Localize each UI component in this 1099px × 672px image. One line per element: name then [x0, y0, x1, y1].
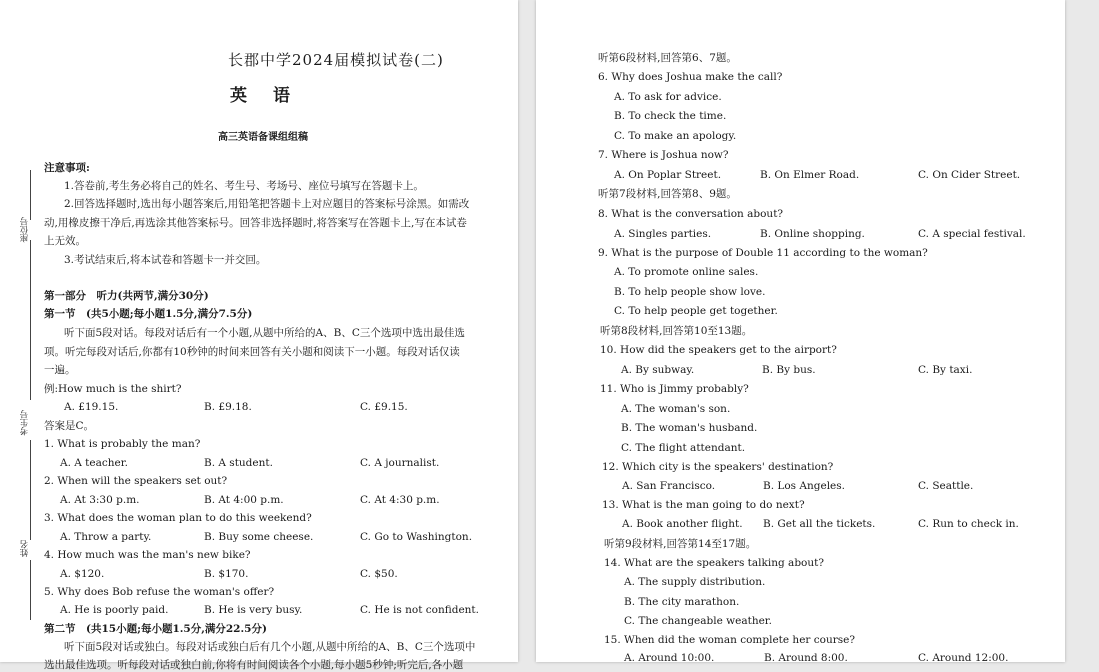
option-c: C. Around 12:00. [918, 652, 1009, 664]
notes-header: 注意事项: [44, 162, 90, 174]
option-c: C. The changeable weather. [624, 615, 773, 627]
question-15: 15. When did the woman complete her course? [604, 634, 855, 646]
question-10: 10. How did the speakers get to the airport? [600, 344, 837, 356]
option-b: B. The woman's husband. [621, 422, 758, 434]
option-c: C. Run to check in. [918, 518, 1019, 530]
section-one-heading: 第一节 (共5小题;每小题1.5分,满分7.5分) [44, 308, 253, 320]
option-b: B. To check the time. [614, 110, 727, 122]
question-1: 1. What is probably the man? [44, 438, 201, 450]
option-c: C. To make an apology. [614, 130, 737, 142]
option-c: C. By taxi. [918, 364, 973, 376]
option-c: C. Go to Washington. [360, 531, 473, 543]
option-b: B. Online shopping. [760, 228, 865, 240]
exam-title: 长郡中学2024届模拟试卷(二) [228, 51, 444, 69]
option-b: B. $170. [204, 568, 249, 580]
exam-page-right [536, 0, 1065, 662]
instruction-line: 听下面5段对话或独白。每段对话或独白后有几个小题,从题中所给的A、B、C三个选项中 [64, 641, 476, 653]
instruction-line: 听下面5段对话。每段对话后有一个小题,从题中所给的A、B、C三个选项中选出最佳选 [64, 327, 465, 339]
option-a: A. The woman's son. [621, 403, 731, 415]
option-a: A. Book another flight. [622, 518, 743, 530]
option-a: A. The supply distribution. [624, 576, 766, 588]
question-5: 5. Why does Bob refuse the woman's offer? [44, 586, 275, 598]
option-c: C. The flight attendant. [621, 442, 746, 454]
option-a: A. On Poplar Street. [614, 169, 722, 181]
section-two-heading: 第二节 (共15小题;每小题1.5分,满分22.5分) [44, 623, 267, 635]
question-8: 8. What is the conversation about? [598, 208, 784, 220]
note-line: 3.考试结束后,将本试卷和答题卡一并交回。 [64, 254, 267, 266]
option-b: B. He is very busy. [204, 604, 303, 616]
example-option-b: B. £9.18. [204, 401, 252, 413]
example-option-a: A. £19.15. [64, 401, 119, 413]
note-line: 1.答卷前,考生务必将自己的姓名、考生号、考场号、座位号填写在答题卡上。 [64, 180, 424, 192]
question-4: 4. How much was the man's new bike? [44, 549, 251, 561]
option-a: A. To promote online sales. [614, 266, 759, 278]
subject-title: 英语 [230, 86, 316, 106]
instruction-line: 项。听完每段对话后,你都有10秒钟的时间来回答有关小题和阅读下一小题。每段对话仅读 [44, 346, 460, 358]
option-a: A. Singles parties. [614, 228, 712, 240]
option-a: A. To ask for advice. [614, 91, 722, 103]
option-c: C. On Cider Street. [918, 169, 1021, 181]
exam-page-left [0, 0, 518, 671]
question-11: 11. Who is Jimmy probably? [600, 383, 749, 395]
option-b: B. A student. [204, 457, 273, 469]
question-9: 9. What is the purpose of Double 11 according to the woman? [598, 247, 928, 259]
option-a: A. San Francisco. [622, 480, 716, 492]
option-b: B. To help people show love. [614, 286, 766, 298]
option-b: B. Los Angeles. [763, 480, 845, 492]
binding-line [30, 440, 31, 540]
note-line: 上无效。 [44, 235, 86, 247]
option-c: C. A special festival. [918, 228, 1026, 240]
question-12: 12. Which city is the speakers' destination? [602, 461, 834, 473]
option-c: C. To help people get together. [614, 305, 778, 317]
option-b: B. Around 8:00. [764, 652, 848, 664]
note-line: 2.回答选择题时,选出每小题答案后,用铅笔把答题卡上对应题目的答案标号涂黑。如需改 [64, 198, 470, 210]
seat-number-label: 座位号 [20, 217, 30, 243]
binding-line [30, 560, 31, 620]
instruction-line: 一遍。 [44, 364, 76, 376]
material-heading: 听第7段材料,回答第8、9题。 [598, 188, 737, 200]
option-b: B. Buy some cheese. [204, 531, 314, 543]
candidate-number-label: 考生号 [20, 410, 30, 436]
example-option-c: C. £9.15. [360, 401, 408, 413]
option-c: C. A journalist. [360, 457, 440, 469]
question-7: 7. Where is Joshua now? [598, 149, 729, 161]
example-answer: 答案是C。 [44, 420, 95, 432]
part-one-heading: 第一部分 听力(共两节,满分30分) [44, 290, 209, 302]
instruction-line: 选出最佳选项。听每段对话或独白前,你将有时间阅读各个小题,每小题5秒钟;听完后,各小题 [44, 659, 464, 671]
material-heading: 听第6段材料,回答第6、7题。 [598, 52, 737, 64]
option-c: C. Seattle. [918, 480, 974, 492]
option-a: A. At 3:30 p.m. [60, 494, 140, 506]
question-13: 13. What is the man going to do next? [602, 499, 805, 511]
option-b: B. Get all the tickets. [763, 518, 876, 530]
option-a: A. Throw a party. [60, 531, 152, 543]
option-c: C. At 4:30 p.m. [360, 494, 440, 506]
option-b: B. On Elmer Road. [760, 169, 860, 181]
option-b: B. The city marathon. [624, 596, 740, 608]
option-a: A. Around 10:00. [624, 652, 715, 664]
option-a: A. He is poorly paid. [60, 604, 169, 616]
question-6: 6. Why does Joshua make the call? [598, 71, 783, 83]
option-c: C. He is not confident. [360, 604, 479, 616]
option-b: B. At 4:00 p.m. [204, 494, 284, 506]
question-14: 14. What are the speakers talking about? [604, 557, 824, 569]
example-question: 例:How much is the shirt? [44, 383, 182, 395]
question-2: 2. When will the speakers set out? [44, 475, 228, 487]
option-a: A. By subway. [621, 364, 695, 376]
material-heading: 听第8段材料,回答第10至13题。 [600, 325, 753, 337]
binding-line [30, 170, 31, 220]
material-heading: 听第9段材料,回答第14至17题。 [604, 538, 757, 550]
option-c: C. $50. [360, 568, 398, 580]
option-a: A. $120. [60, 568, 105, 580]
author-line: 高三英语备课组组稿 [218, 132, 308, 143]
name-label: 姓名 [20, 540, 30, 557]
note-line: 动,用橡皮擦干净后,再选涂其他答案标号。回答非选择题时,将答案写在答题卡上,写在本试卷 [44, 217, 467, 229]
binding-line [30, 240, 31, 400]
question-3: 3. What does the woman plan to do this weekend? [44, 512, 312, 524]
option-b: B. By bus. [762, 364, 816, 376]
option-a: A. A teacher. [60, 457, 128, 469]
